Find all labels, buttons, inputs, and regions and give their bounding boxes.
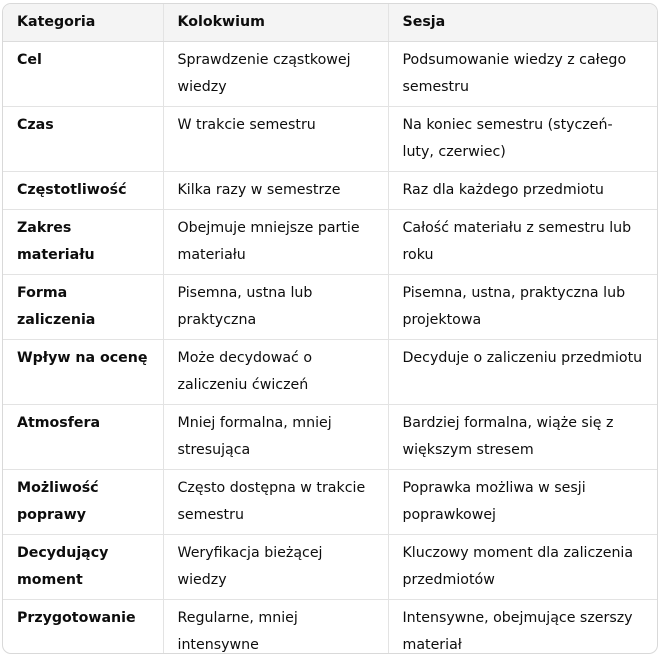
row-category: Forma zaliczenia [3,274,163,339]
table-row [3,534,657,599]
table-header-row [3,4,657,41]
row-category: Decydujący moment [3,534,163,599]
table-row [3,404,657,469]
row-category: Częstotliwość [3,171,163,209]
row-kolokwium-cell: Pisemna, ustna lub praktyczna [163,274,388,339]
comparison-table [3,4,657,654]
row-kolokwium-cell: Regularne, mniej intensywne [163,599,388,654]
row-sesja-cell: Na koniec semestru (styczeń-luty, czerwiec) [388,106,657,171]
table-row [3,599,657,654]
row-kolokwium-cell: Obejmuje mniejsze partie materiału [163,209,388,274]
row-category: Czas [3,106,163,171]
row-sesja-cell: Bardziej formalna, wiąże się z większym stresem [388,404,657,469]
table-row [3,171,657,209]
row-category: Atmosfera [3,404,163,469]
row-category: Zakres materiału [3,209,163,274]
row-kolokwium-cell: Może decydować o zaliczeniu ćwiczeń [163,339,388,404]
row-kolokwium-cell: Często dostępna w trakcie semestru [163,469,388,534]
row-kolokwium-cell: Sprawdzenie cząstkowej wiedzy [163,41,388,106]
row-kolokwium-cell: W trakcie semestru [163,106,388,171]
row-sesja-cell: Intensywne, obejmujące szerszy materiał [402,609,633,653]
table-row [3,274,657,339]
row-sesja-cell: Podsumowanie wiedzy z całego semestru [388,41,657,106]
row-sesja-cell: Pisemna, ustna, praktyczna lub projektowa [388,274,657,339]
table-row [3,339,657,404]
row-category: Możliwość poprawy [3,469,163,534]
column-header-kolokwium: Kolokwium [163,4,388,41]
row-sesja-cell: Raz dla każdego przedmiotu [388,171,657,209]
table-row [3,469,657,534]
row-category: Cel [3,41,163,106]
column-header-kategoria: Kategoria [3,4,163,41]
table-row [3,106,657,171]
table-row [3,209,657,274]
row-kolokwium-cell: Kilka razy w semestrze [163,171,388,209]
row-category: Przygotowanie [3,599,163,654]
table-row [3,41,657,106]
row-sesja-cell: Poprawka możliwa w sesji poprawkowej [388,469,657,534]
row-sesja-cell: Całość materiału z semestru lub roku [388,209,657,274]
column-header-sesja: Sesja [388,4,657,41]
row-kolokwium-cell: Weryfikacja bieżącej wiedzy [163,534,388,599]
row-kolokwium-cell: Mniej formalna, mniej stresująca [163,404,388,469]
comparison-table-container [2,3,658,654]
row-category: Wpływ na ocenę [3,339,163,404]
row-sesja-cell: Decyduje o zaliczeniu przedmiotu [388,339,657,404]
row-sesja-cell: Kluczowy moment dla zaliczenia przedmiotów [388,534,657,599]
